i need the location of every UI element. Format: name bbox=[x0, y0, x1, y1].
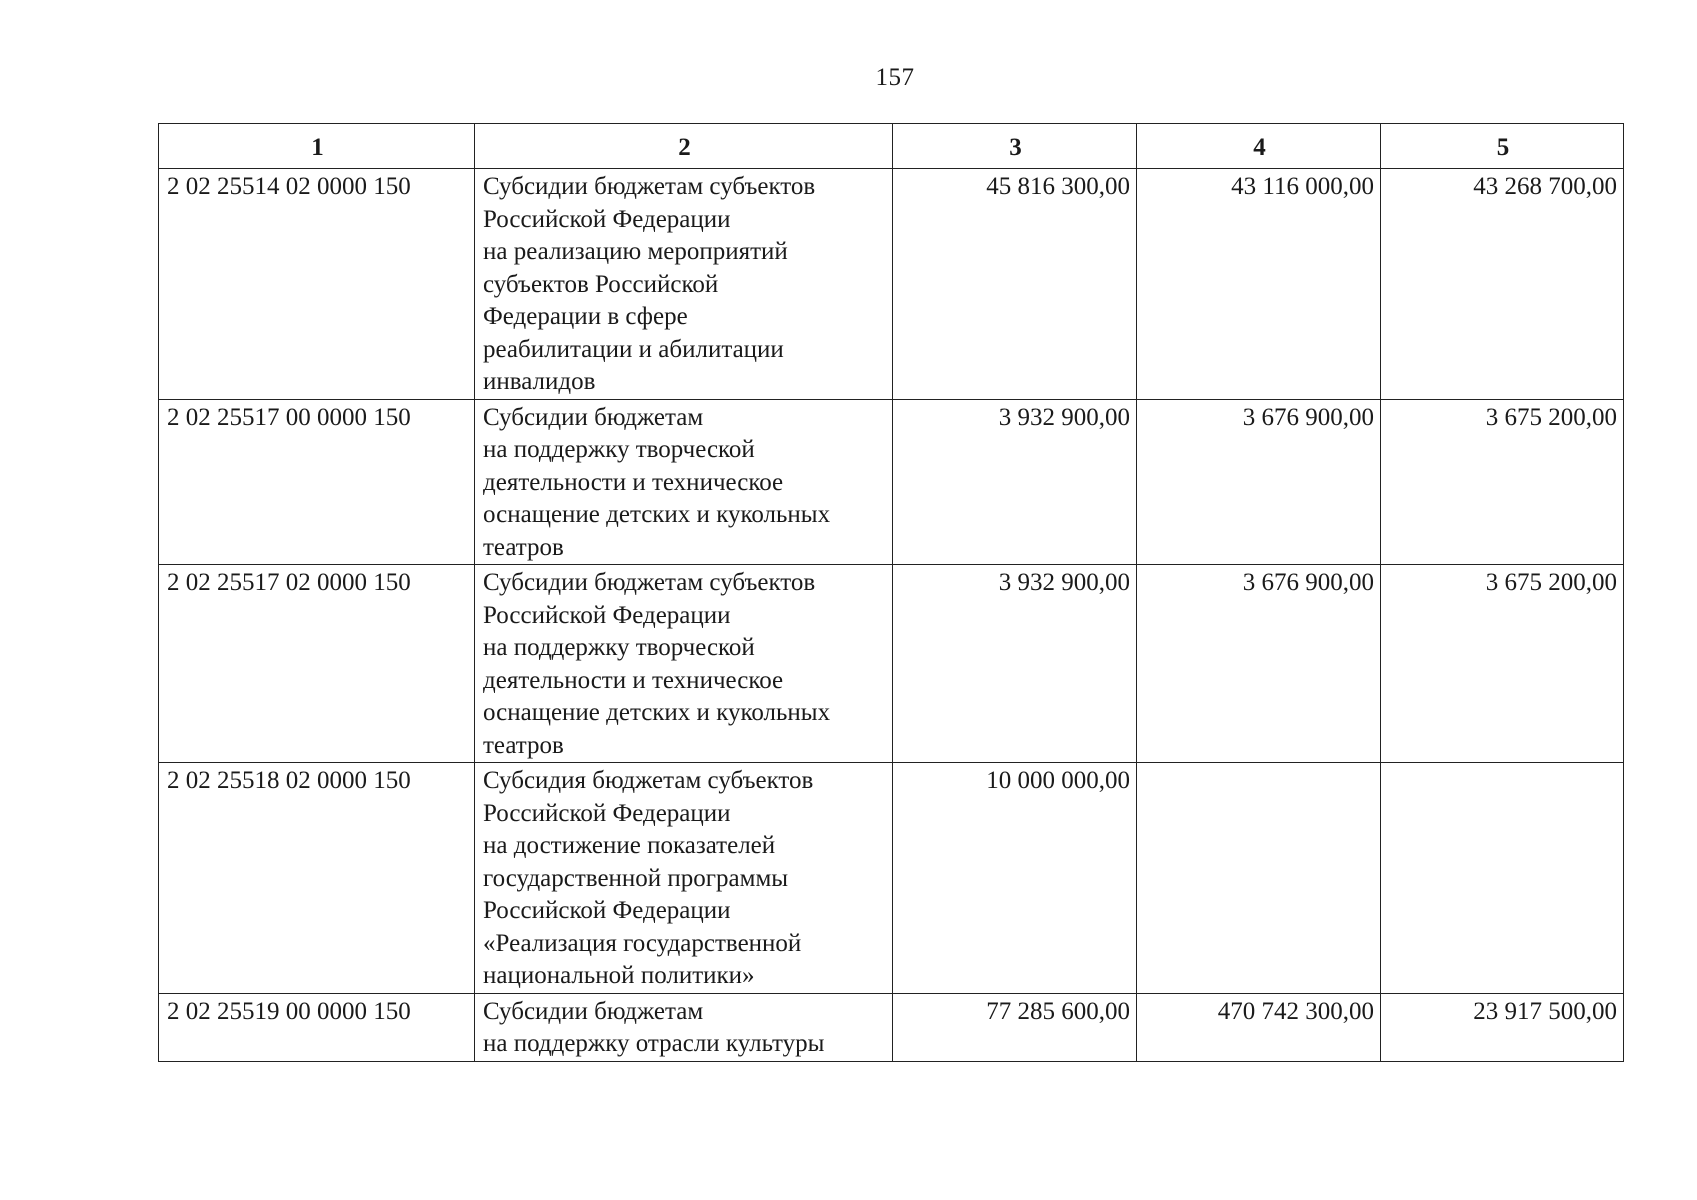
amount-col5-cell: 3 675 200,00 bbox=[1381, 565, 1624, 763]
description-line: на достижение показателей bbox=[483, 832, 776, 859]
description-line: на поддержку творческой bbox=[483, 634, 755, 661]
description-line: Российской Федерации bbox=[483, 205, 731, 233]
description-line: Субсидия бюджетам субъектов bbox=[483, 767, 814, 794]
description-line: на поддержку отрасли культуры bbox=[483, 1030, 825, 1057]
description-line: оснащение детских и кукольных bbox=[483, 501, 831, 528]
description-line: реабилитации и абилитации bbox=[483, 335, 784, 363]
amount-col3-cell: 3 932 900,00 bbox=[893, 399, 1137, 565]
amount-col4-cell: 43 116 000,00 bbox=[1137, 169, 1381, 400]
amount-col3-cell: 45 816 300,00 bbox=[893, 169, 1137, 400]
description-line: Российской Федерации bbox=[483, 601, 731, 629]
description-line: деятельности и техническое bbox=[483, 666, 784, 694]
budget-code-cell: 2 02 25514 02 0000 150 bbox=[159, 169, 475, 400]
amount-col3-cell: 77 285 600,00 bbox=[893, 993, 1137, 1061]
description-line: театров bbox=[483, 533, 564, 561]
description-line: инвалидов bbox=[483, 368, 596, 395]
amount-col4-cell: 3 676 900,00 bbox=[1137, 565, 1381, 763]
description-line: деятельности и техническое bbox=[483, 468, 784, 496]
description-line: Субсидии бюджетам bbox=[483, 997, 704, 1025]
description-cell bbox=[475, 763, 893, 994]
budget-code-cell: 2 02 25517 00 0000 150 bbox=[159, 399, 475, 565]
amount-col4-cell: 470 742 300,00 bbox=[1137, 993, 1381, 1061]
description-line: оснащение детских и кукольных bbox=[483, 699, 831, 726]
amount-col5-cell: 23 917 500,00 bbox=[1381, 993, 1624, 1061]
column-header-1: 1 bbox=[159, 124, 475, 169]
amount-col5-cell: 3 675 200,00 bbox=[1381, 399, 1624, 565]
amount-col4-cell bbox=[1137, 763, 1381, 994]
description-line: Федерации в сфере bbox=[483, 303, 688, 330]
table-row bbox=[159, 993, 1624, 1061]
page-number: 157 bbox=[875, 64, 915, 91]
column-header-5: 5 bbox=[1381, 124, 1624, 169]
amount-col3-cell: 10 000 000,00 bbox=[893, 763, 1137, 994]
description-cell bbox=[475, 993, 893, 1061]
description-cell bbox=[475, 565, 893, 763]
amount-col3-cell: 3 932 900,00 bbox=[893, 565, 1137, 763]
column-header-4: 4 bbox=[1137, 124, 1381, 169]
amount-col4-cell: 3 676 900,00 bbox=[1137, 399, 1381, 565]
amount-col5-cell bbox=[1381, 763, 1624, 994]
column-header-3: 3 bbox=[893, 124, 1137, 169]
description-line: театров bbox=[483, 731, 564, 759]
description-cell bbox=[475, 399, 893, 565]
description-cell bbox=[475, 169, 893, 400]
description-line: на реализацию мероприятий bbox=[483, 238, 788, 265]
description-line: Субсидии бюджетам субъектов bbox=[483, 569, 816, 596]
description-line: Российской Федерации bbox=[483, 799, 731, 827]
budget-code-cell: 2 02 25517 02 0000 150 bbox=[159, 565, 475, 763]
description-line: субъектов Российской bbox=[483, 270, 719, 298]
description-line: на поддержку творческой bbox=[483, 436, 755, 463]
table-row bbox=[159, 763, 1624, 994]
description-line: «Реализация государственной bbox=[483, 929, 802, 957]
description-line: государственной программы bbox=[483, 864, 789, 892]
table-header-row bbox=[159, 124, 1624, 169]
budget-table bbox=[158, 123, 1624, 1062]
description-line: Субсидии бюджетам bbox=[483, 403, 704, 431]
description-line: Субсидии бюджетам субъектов bbox=[483, 173, 816, 200]
budget-code-cell: 2 02 25518 02 0000 150 bbox=[159, 763, 475, 994]
table-row bbox=[159, 565, 1624, 763]
amount-col5-cell: 43 268 700,00 bbox=[1381, 169, 1624, 400]
budget-code-cell: 2 02 25519 00 0000 150 bbox=[159, 993, 475, 1061]
table-row bbox=[159, 169, 1624, 400]
column-header-2: 2 bbox=[475, 124, 893, 169]
description-line: национальной политики» bbox=[483, 962, 755, 989]
description-line: Российской Федерации bbox=[483, 897, 731, 924]
table-row bbox=[159, 399, 1624, 565]
